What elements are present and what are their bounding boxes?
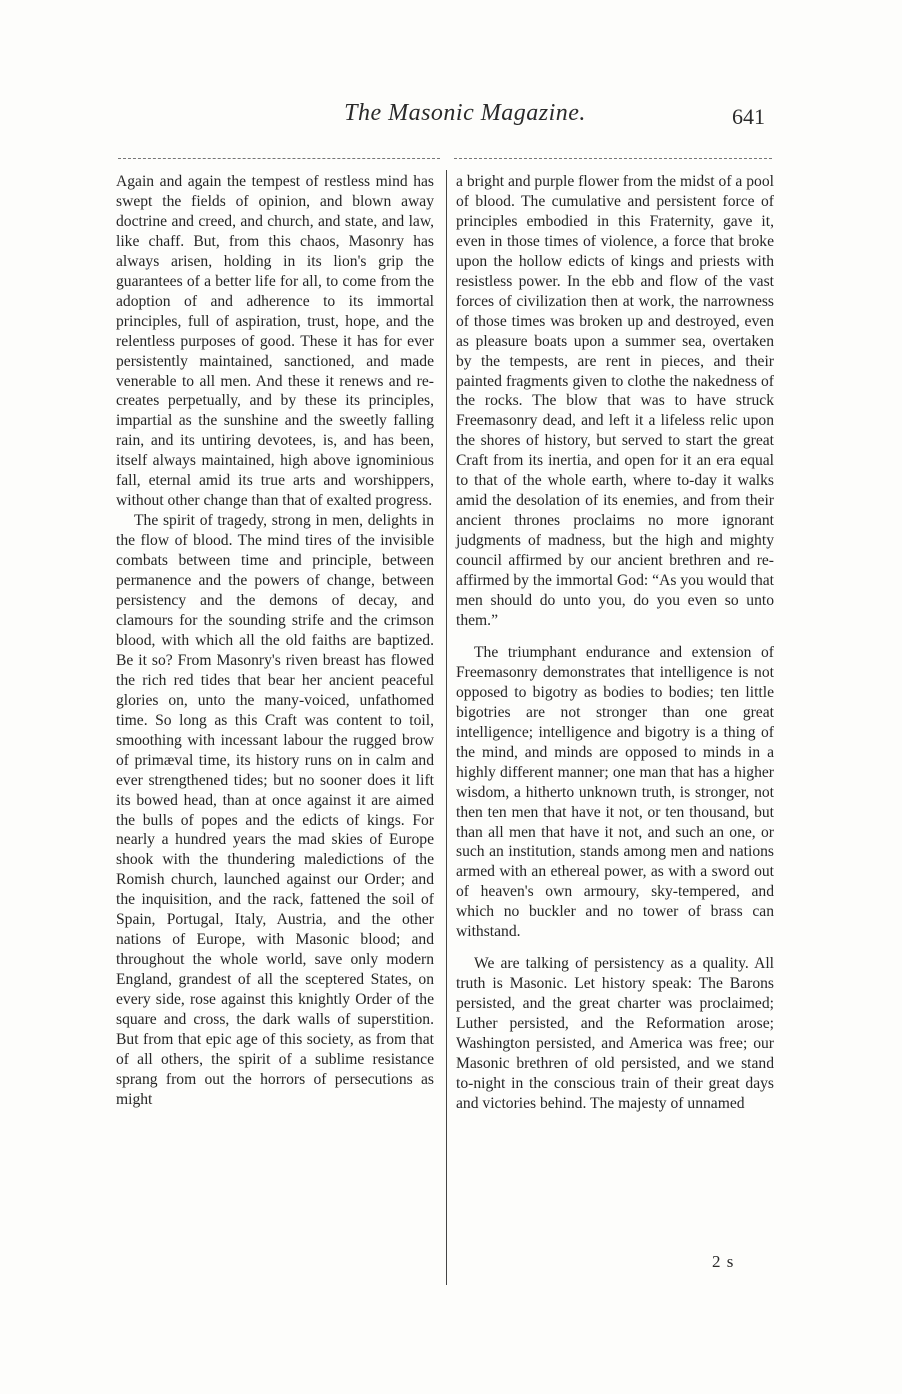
right-column xyxy=(456,172,774,1114)
column-divider xyxy=(446,170,447,1285)
right-paragraph-2: The triumphant endurance and extension of Freemasonry demonstrates that intelligence is not opposed to bigotry as bodies to bodies; ten little bigotries are not stronger than one great intelligence; intelligence and bigotry is a thing of the mind, and minds are opposed to minds in a highly different manner; one man that has a higher wisdom, a hitherto unknown truth, is stronger, not then ten men that have it not, or ten thousand, but than all men that have it not, and such an one, or such an institution, stands among men and nations armed with an ethereal power, as with a sword out of heaven's own armoury, sky-tempered, and which no buckler and no tower of brass can withstand. xyxy=(456,643,774,941)
signature-mark: 2 s xyxy=(712,1252,735,1271)
left-paragraph-1: Again and again the tempest of restless mind has swept the fields of opinion, and blown away doctrine and creed, and church, and state, and law, like chaff. But, from this chaos, Masonry has always arisen, holding in its lion's grip the guarantees of a better life for all, to come from the adoption of and adherence to its immortal principles, full of aspiration, trust, hope, and the relentless purposes of good. These it has for ever persistently maintained, sanctioned, and made venerable to all men. And these it renews and re-creates perpetually, and by these its principles, impartial as the sunshine and the sweetly falling rain, and its untiring devotees, is, and has been, itself always maintained, high above ignominious fall, eternal amid its true arts and worshippers, without other change than that of exalted progress. xyxy=(116,173,434,510)
left-column xyxy=(116,172,434,1110)
right-paragraph-1: a bright and purple flower from the midst of a pool of blood. The cumulative and persistent force of principles embodied in this Fraternity, gave it, even in those times of violence, a force that broke upon the hollow edicts of kings and priests with resistless power. In the ebb and flow of the vast forces of civilization then at work, the narrowness of those times was broken up and destroyed, even as pleasure boats upon a summer sea, overtaken by the tempests, are rent in pieces, and their painted fragments given to clothe the nakedness of the rocks. The blow that was to have struck Freemasonry dead, and left it a lifeless relic upon the shores of history, but served to start the great Craft from its inertia, and open for it an era equal to that of the whole earth, where to-day it walks amid the desolation of its enemies, and from their ancient thrones proclaims no more ignorant judgments of madness, but the high and mighty council affirmed by our ancient brethren and re-affirmed by the immortal God: “As you would that men should do unto you, do you even so unto them.” xyxy=(456,173,774,629)
running-header-title: The Masonic Magazine. xyxy=(344,100,586,126)
page-number: 641 xyxy=(732,104,765,129)
header-rule-left xyxy=(118,158,440,159)
left-paragraph-2: The spirit of tragedy, strong in men, delights in the flow of blood. The mind tires of the invisible combats between time and principle, between permanence and the powers of change, between persistency and the demons of decay, and clamours for the sounding strife and the crimson blood, with which all the old faiths are baptized. Be it so? From Masonry's riven breast has flowed the rich red tides that bear her ancient peaceful glories on, unto the many-voiced, unfathomed time. So long as this Craft was content to toil, smoothing with incessant labour the rugged brow of primæval time, its history runs on in calm and ever strengthened tides; but no sooner does it lift its bowed head, than at once against it are aimed the bulls of popes and the edicts of kings. For nearly a hundred years the mad skies of Europe shook with the thundering maledictions of the Romish church, launched against our Order; and the inquisition, and the rack, fattened the soil of Spain, Portugal, Italy, Austria, and the other nations of Europe, with Masonic blood; and throughout the whole world, save only modern England, grandest of all the sceptered States, on every side, rose against this knightly Order of the square and cross, the dark walls of superstition. But from that epic age of this society, as from that of all others, the spirit of a sublime resistance sprang from out the horrors of persecutions as might xyxy=(116,512,434,1108)
right-paragraph-3: We are talking of persistency as a quality. All truth is Masonic. Let history speak: The Barons persisted, and the great charter was proclaimed; Luther persisted, and the Reformation arose; Washington persisted, and America was free; our Masonic brethren of old persisted, and we stand to-night in the conscious train of their great days and victories behind. The majesty of unnamed xyxy=(456,955,774,1112)
header-rule-right xyxy=(454,158,772,159)
